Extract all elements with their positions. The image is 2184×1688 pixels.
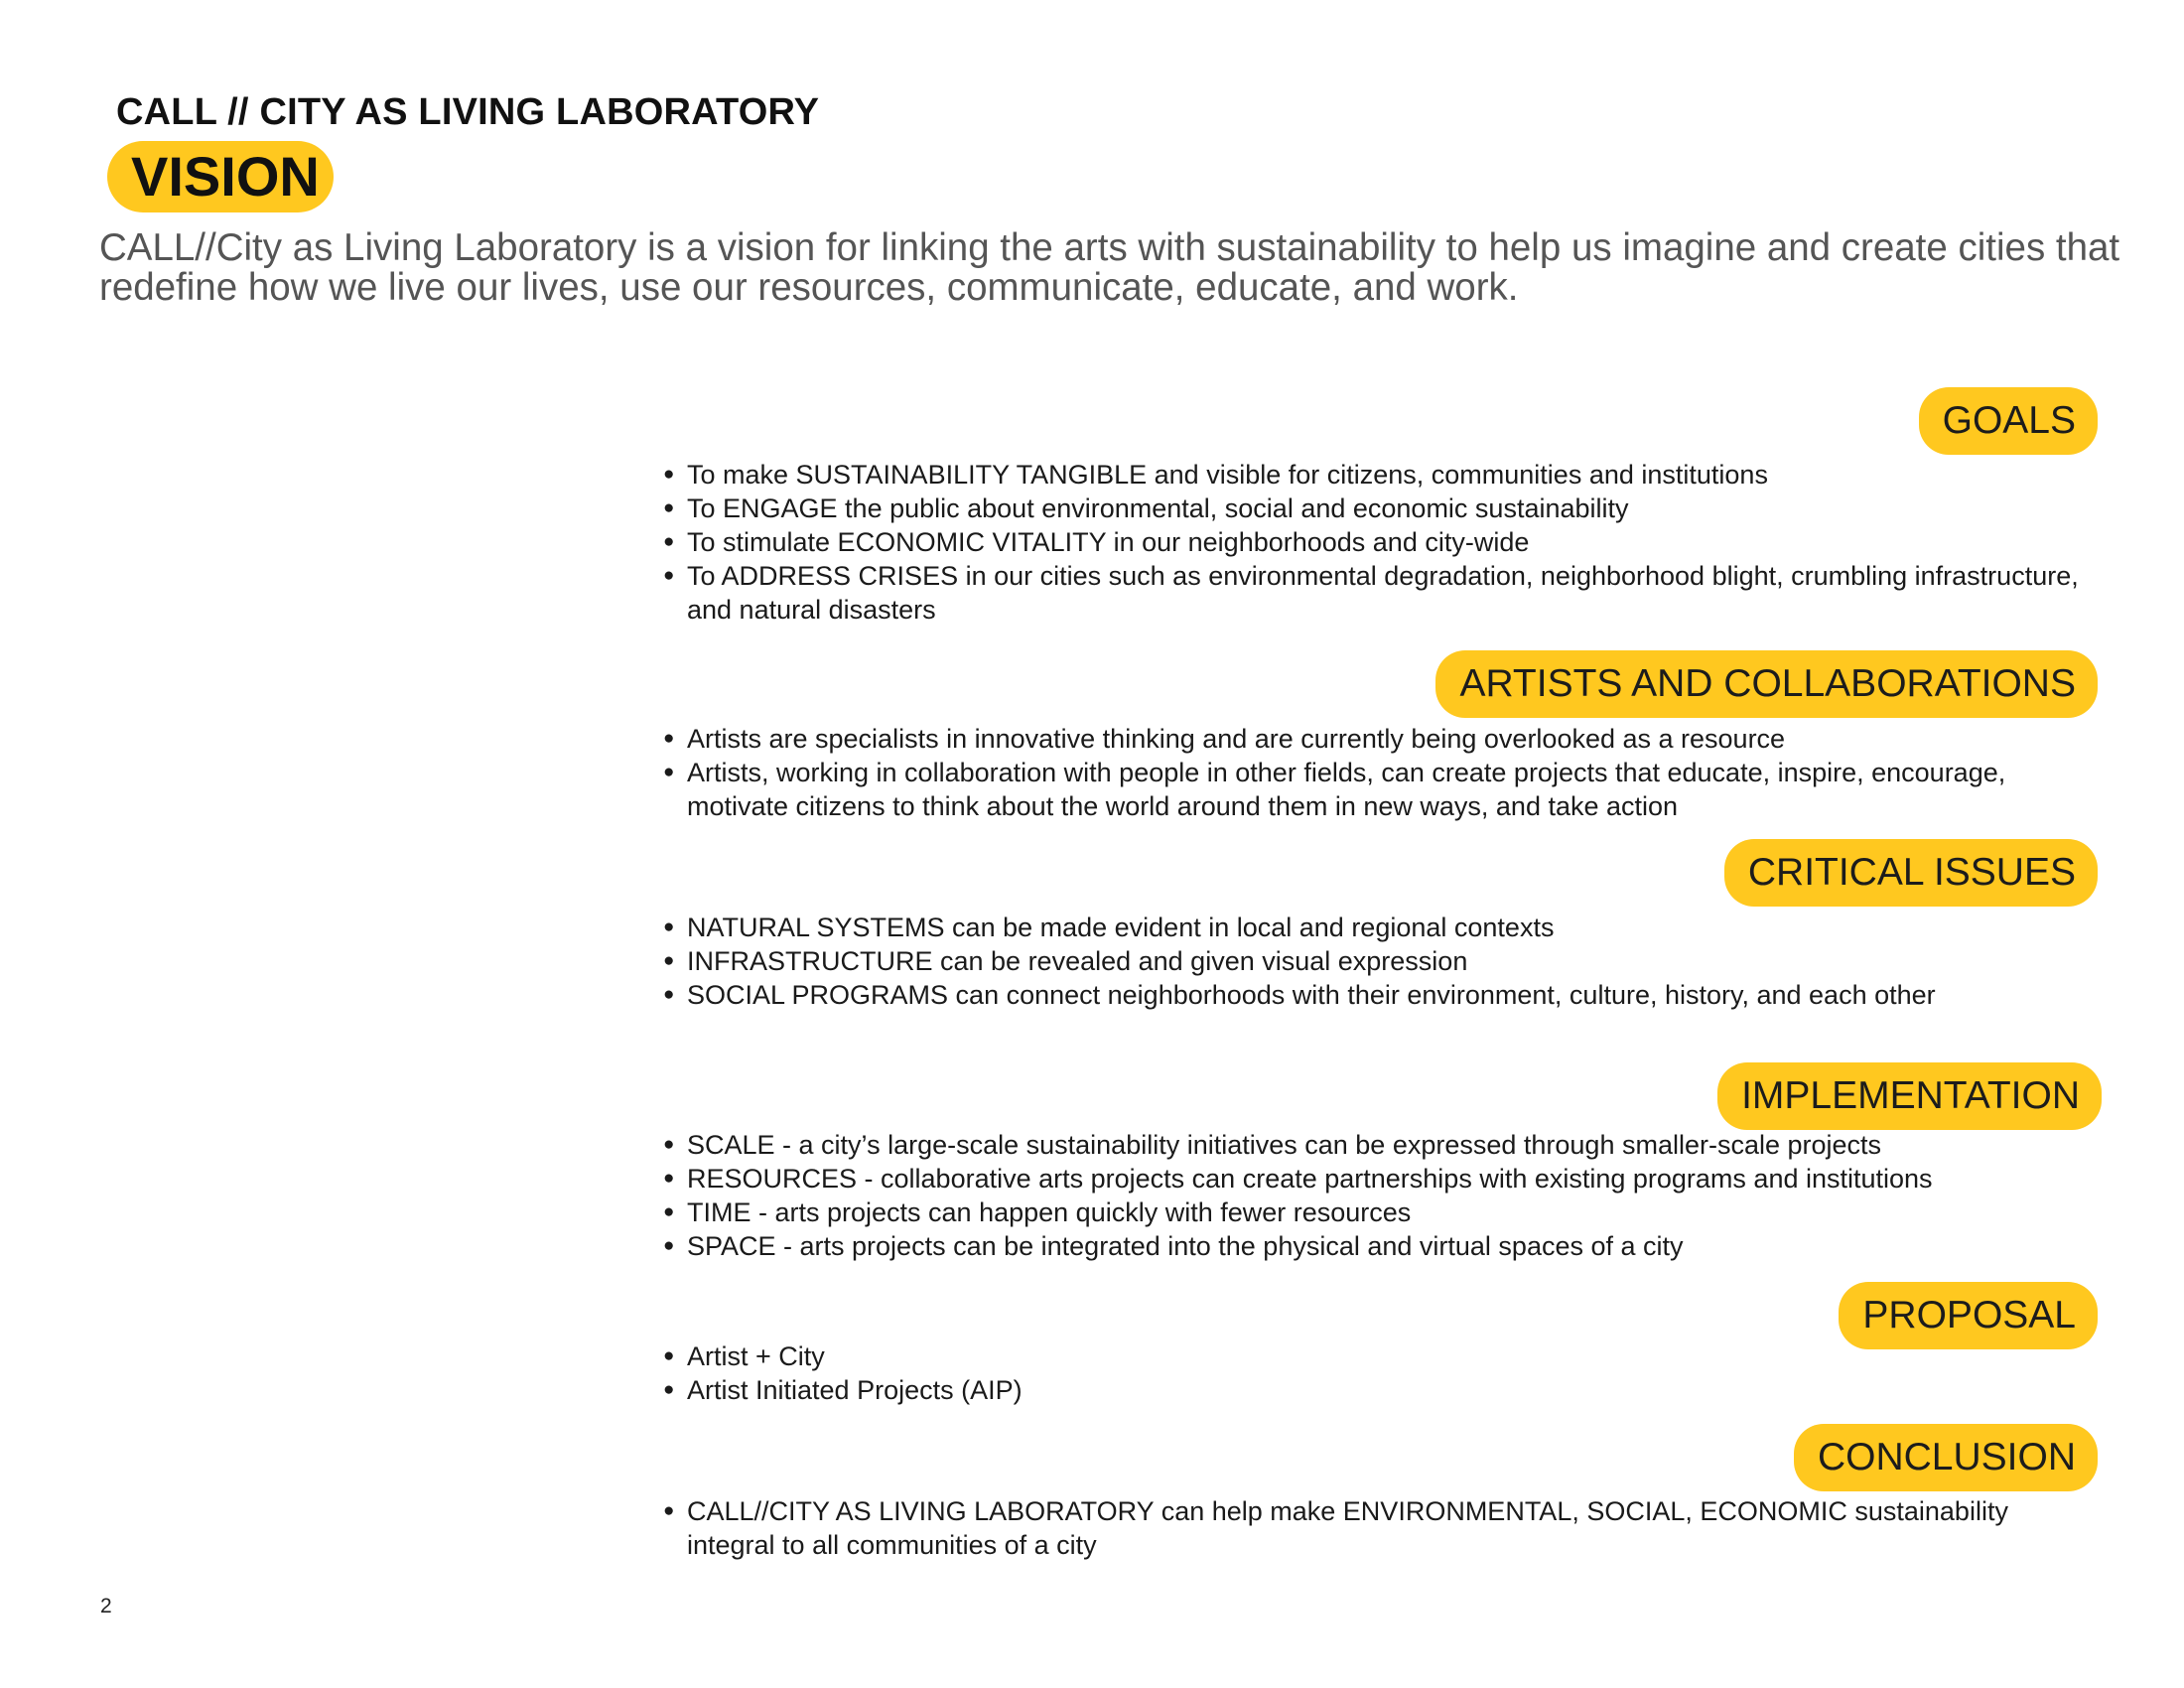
artists-collaborations-list	[663, 722, 2093, 823]
implementation-item: ● SPACE - arts projects can be integrated into the physical and virtual spaces of a city	[663, 1229, 2093, 1263]
goals-item: ● To make SUSTAINABILITY TANGIBLE and visible for citizens, communities and institutions	[663, 458, 2093, 492]
vision-statement: CALL//City as Living Laboratory is a vision for linking the arts with sustainability to help us imagine and create cities that redefine how we live our lives, use our resources, communicate, educate, and work.	[99, 226, 2120, 309]
goals-heading: GOALS	[1919, 387, 2098, 455]
artists-collaborations-heading: ARTISTS AND COLLABORATIONS	[1435, 650, 2098, 718]
page-number: 2	[100, 1595, 112, 1618]
artists-item: ● Artists, working in collaboration with people in other fields, can create projects that educate, inspire, encourage, motivate citizens to think about the world around them in new ways, and take action	[663, 756, 2093, 823]
implementation-item: ● TIME - arts projects can happen quickly with fewer resources	[663, 1196, 2093, 1229]
document-title: CALL // CITY AS LIVING LABORATORY	[116, 91, 820, 133]
goals-item: ● To ADDRESS CRISES in our cities such as environmental degradation, neighborhood blight, crumbling infrastructure, and natural disasters	[663, 559, 2093, 627]
critical-issues-item: ● SOCIAL PROGRAMS can connect neighborhoods with their environment, culture, history, and each other	[663, 978, 2093, 1012]
critical-issues-list	[663, 911, 2093, 1012]
proposal-item: ● Artist + City	[663, 1339, 2093, 1373]
implementation-item: ● SCALE - a city’s large-scale sustainability initiatives can be expressed through smaller-scale projects	[663, 1128, 2093, 1162]
conclusion-item: ● CALL//CITY AS LIVING LABORATORY can help make ENVIRONMENTAL, SOCIAL, ECONOMIC sustainability integral to all communities of a city	[663, 1494, 2093, 1562]
implementation-list	[663, 1128, 2093, 1263]
proposal-list	[663, 1339, 2093, 1407]
critical-issues-heading: CRITICAL ISSUES	[1724, 839, 2098, 907]
proposal-heading: PROPOSAL	[1839, 1282, 2098, 1349]
implementation-heading: IMPLEMENTATION	[1717, 1062, 2102, 1130]
proposal-item: ● Artist Initiated Projects (AIP)	[663, 1373, 2093, 1407]
goals-list	[663, 458, 2093, 627]
critical-issues-item: ● INFRASTRUCTURE can be revealed and given visual expression	[663, 944, 2093, 978]
artists-item: ● Artists are specialists in innovative thinking and are currently being overlooked as a resource	[663, 722, 2093, 756]
vision-heading: VISION	[107, 141, 334, 212]
goals-item: ● To ENGAGE the public about environmental, social and economic sustainability	[663, 492, 2093, 525]
conclusion-list	[663, 1494, 2093, 1562]
conclusion-heading: CONCLUSION	[1794, 1424, 2098, 1491]
critical-issues-item: ● NATURAL SYSTEMS can be made evident in local and regional contexts	[663, 911, 2093, 944]
goals-item: ● To stimulate ECONOMIC VITALITY in our neighborhoods and city-wide	[663, 525, 2093, 559]
implementation-item: ● RESOURCES - collaborative arts projects can create partnerships with existing programs and institutions	[663, 1162, 2093, 1196]
